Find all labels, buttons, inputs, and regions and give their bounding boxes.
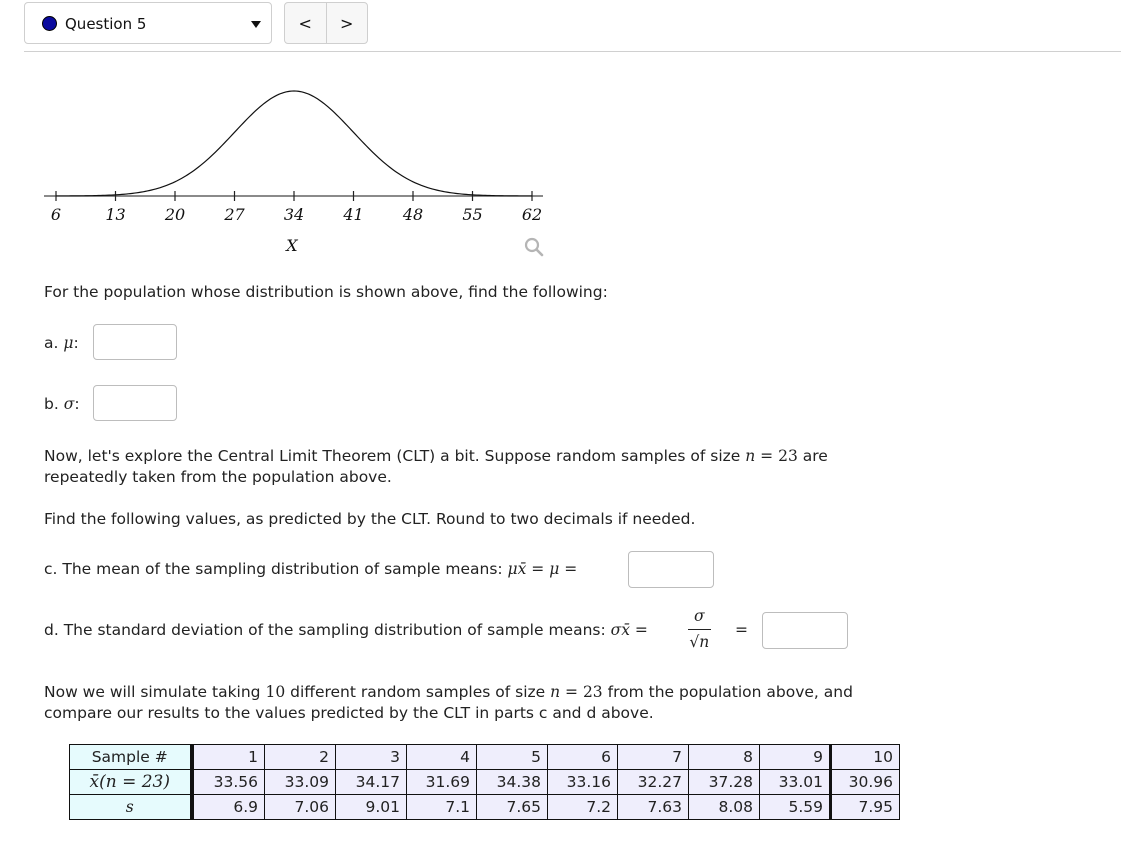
equals-sign: = [735,621,748,639]
sample-mean-cell: 34.17 [336,770,407,795]
sample-sd-cell: 7.06 [265,795,336,820]
sample-mean-cell: 33.56 [192,770,265,795]
sim-text-2: different random samples of size [285,683,551,701]
x-tick-label: 41 [343,205,364,224]
header-divider [24,51,1121,52]
question-status-dot [42,16,57,31]
question-nav [284,2,368,44]
sample-number-cell: 4 [407,745,477,770]
mu-input[interactable] [93,324,177,360]
fraction-numerator: σ [688,606,711,630]
xbar-label: x̄(n = 23) [89,772,170,792]
clt-text-2: are [797,447,828,465]
part-c-text: c. The mean of the sampling distribution of sample means: [44,560,508,578]
n-value: = 23 [560,683,603,701]
table-row [70,795,900,820]
question-select[interactable] [24,2,272,44]
question-label: Question 5 [65,15,147,33]
sample-sd-cell: 5.59 [760,795,831,820]
sample-mean-cell: 34.38 [477,770,548,795]
row-header-mean [70,770,192,795]
x-axis-label: X [286,236,298,255]
x-tick-label: 34 [283,205,305,224]
part-d-label [44,620,648,641]
sample-mean-cell: 37.28 [689,770,760,795]
sample-number-cell: 8 [689,745,760,770]
x-tick-label: 27 [224,205,245,224]
row-header-sample: Sample # [70,745,192,770]
n-symbol: n [745,447,756,465]
colon: : [73,334,79,352]
density-curve [56,91,532,196]
sim-text-1: Now we will simulate taking [44,683,266,701]
part-a-label [44,333,79,354]
x-tick-label: 62 [521,205,543,224]
sim-text-3: from the population above, and [602,683,853,701]
sample-number-cell: 1 [192,745,265,770]
sample-sd-cell: 6.9 [192,795,265,820]
part-d-formula-lhs: σx̄ = [610,621,648,639]
sample-sd-cell: 7.2 [548,795,618,820]
sample-number-cell: 7 [618,745,689,770]
sample-mean-cell: 33.09 [265,770,336,795]
row-header-s: s [70,795,192,820]
x-tick-label: 6 [50,205,62,224]
samples-table [69,744,900,820]
intro-text: For the population whose distribution is shown above, find the following: [44,283,608,301]
x-tick-label: 13 [105,205,126,224]
part-d-text: d. The standard deviation of the sampling distribution of sample means: [44,621,611,639]
sample-sd-cell: 7.63 [618,795,689,820]
sample-number-cell: 5 [477,745,548,770]
part-d-fraction [688,606,711,653]
simulation-text [44,682,944,724]
sample-sd-cell: 7.1 [407,795,477,820]
clt-text-3: repeatedly taken from the population above. [44,468,392,486]
sample-number-cell: 10 [831,745,900,770]
sample-mean-cell: 33.01 [760,770,831,795]
fraction-denominator: √n [689,633,710,651]
x-tick-label: 55 [462,205,483,224]
mu-symbol: μ [63,334,74,352]
sample-number-cell: 2 [265,745,336,770]
clt-intro-text [44,446,904,488]
sigma-input[interactable] [93,385,177,421]
x-tick-label: 20 [164,205,186,224]
sim-text-4: compare our results to the values predicted by the CLT in parts c and d above. [44,704,654,722]
sample-sd-cell: 9.01 [336,795,407,820]
n-value: = 23 [755,447,798,465]
instructions-text: Find the following values, as predicted by the CLT. Round to two decimals if needed. [44,510,696,528]
n-symbol: n [550,683,561,701]
part-c-formula: μx̄ = μ = [507,560,578,578]
sample-number-cell: 9 [760,745,831,770]
magnify-icon[interactable] [523,236,545,258]
part-a-letter: a. [44,334,59,352]
sample-sd-cell: 7.95 [831,795,900,820]
sim-count: 10 [265,683,286,701]
sample-number-cell: 3 [336,745,407,770]
sample-mean-cell: 32.27 [618,770,689,795]
clt-text-1: Now, let's explore the Central Limit Theorem (CLT) a bit. Suppose random samples of size [44,447,746,465]
sample-number-cell: 6 [548,745,618,770]
sampling-mean-input[interactable] [628,551,714,588]
table-row [70,745,900,770]
part-b-letter: b. [44,395,59,413]
sampling-sd-input[interactable] [762,612,848,649]
x-axis-tick-labels [51,205,542,224]
normal-distribution-chart [30,80,560,265]
sigma-symbol: σ [63,395,75,413]
sample-mean-cell: 33.16 [548,770,618,795]
part-c-label [44,559,577,580]
sample-sd-cell: 8.08 [689,795,760,820]
next-question-button[interactable]: > [326,3,368,43]
sample-mean-cell: 30.96 [831,770,900,795]
part-b-label [44,394,80,415]
table-row [70,770,900,795]
dropdown-caret-icon [251,21,261,28]
sample-sd-cell: 7.65 [477,795,548,820]
x-tick-label: 48 [402,205,424,224]
prev-question-button[interactable]: < [298,13,312,33]
sample-mean-cell: 31.69 [407,770,477,795]
colon: : [74,395,80,413]
